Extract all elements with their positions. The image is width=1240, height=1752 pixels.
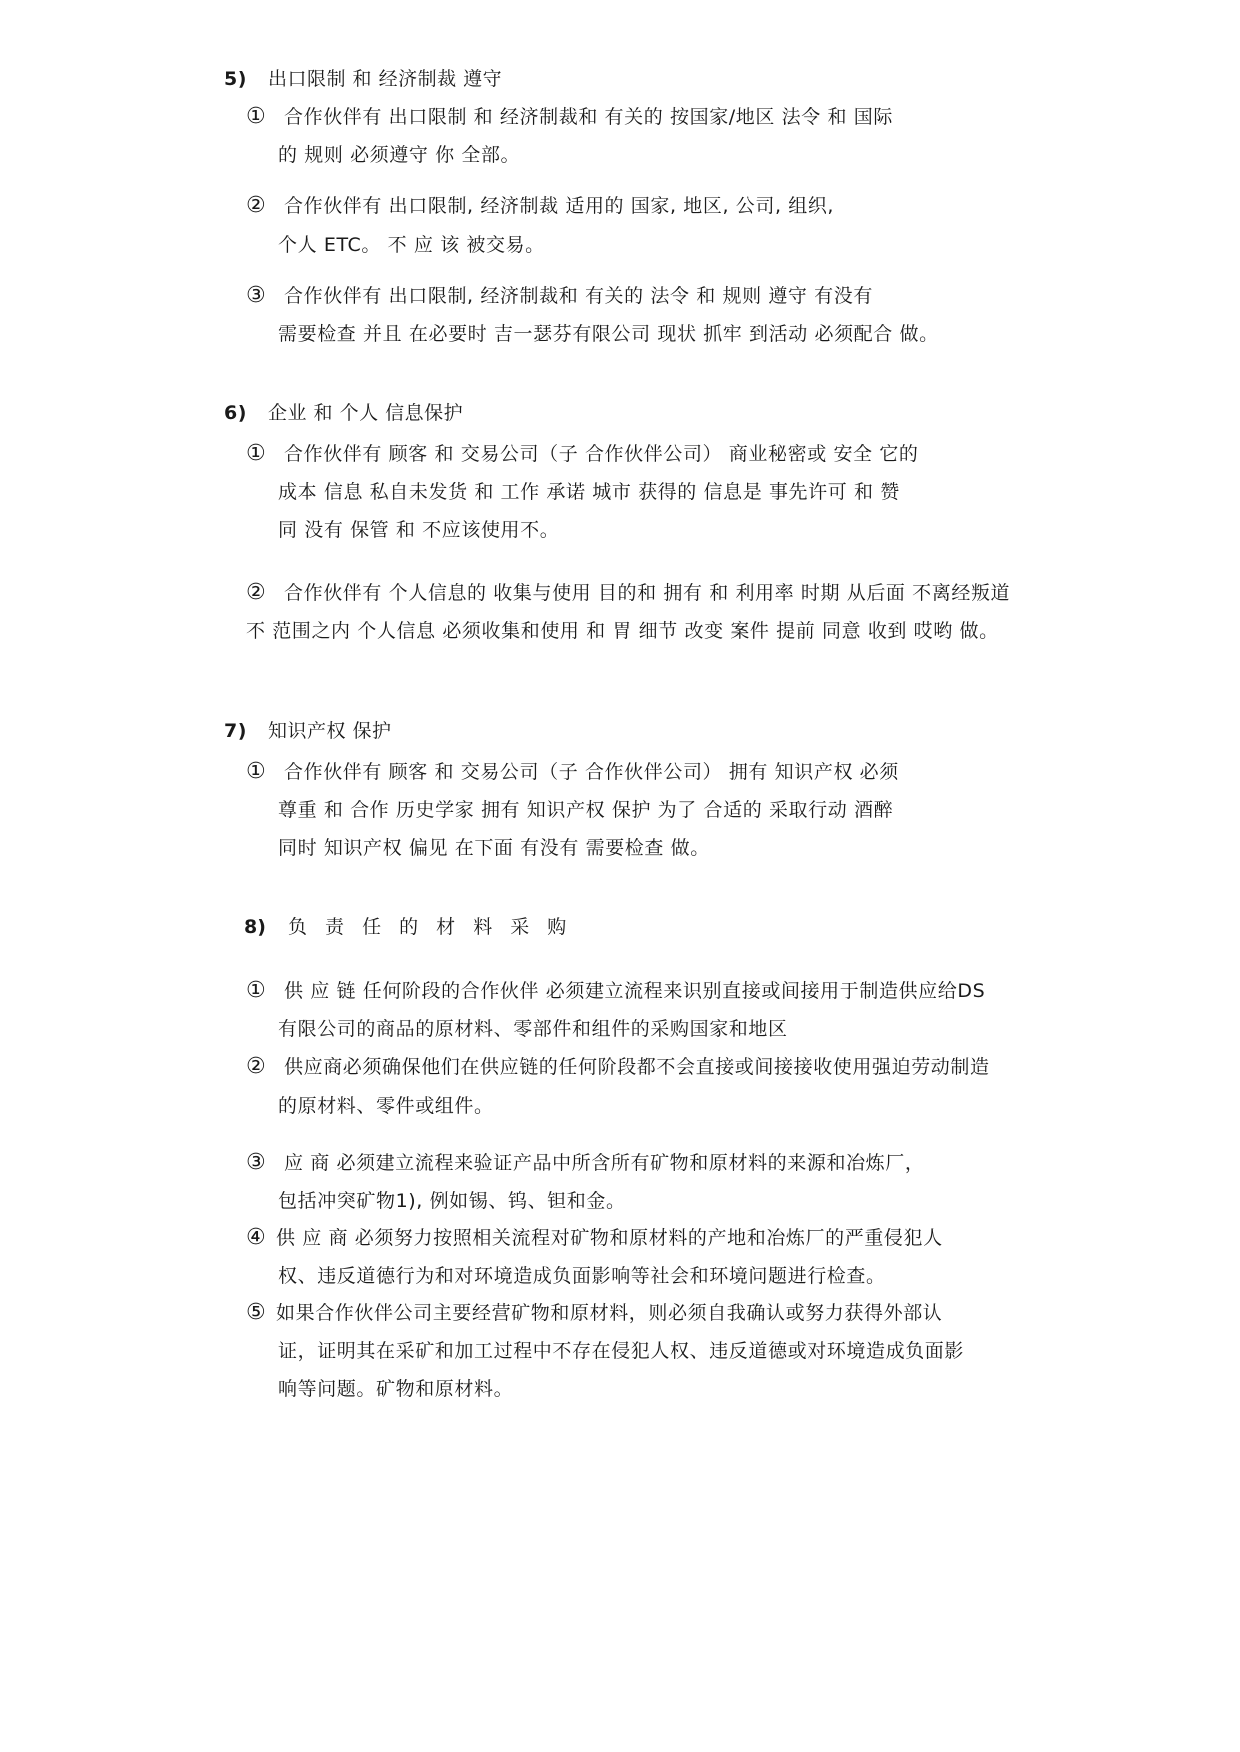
list-item [246, 283, 873, 309]
list-item [246, 104, 893, 130]
item-text: 合作伙伴有 出口限制, 经济制裁和 有关的 法令 和 规则 遵守 有没有 [284, 285, 873, 307]
item-continuation: 的原材料、零件或组件。 [278, 1095, 494, 1117]
item-marker: ⑤ [246, 1300, 267, 1325]
section-title: 企业 和 个人 信息保护 [268, 402, 464, 424]
item-text: 供 应 商 必须努力按照相关流程对矿物和原材料的产地和冶炼厂的严重侵犯人 [276, 1227, 943, 1249]
section-number: 5) [224, 68, 247, 90]
item-text: 供应商必须确保他们在供应链的任何阶段都不会直接或间接接收使用强迫劳动制造 [284, 1056, 990, 1078]
item-continuation: 同 没有 保管 和 不应该使用不。 [278, 519, 560, 541]
section-8-heading [244, 914, 572, 940]
section-title: 负 责 任 的 材 料 采 购 [288, 916, 573, 938]
list-item [246, 759, 899, 785]
list-item [246, 1054, 990, 1080]
item-marker: ① [246, 759, 267, 784]
section-title: 出口限制 和 经济制裁 遵守 [268, 68, 503, 90]
list-item [246, 1150, 924, 1176]
item-marker: ④ [246, 1225, 267, 1250]
item-text: 合作伙伴有 出口限制 和 经济制裁和 有关的 按国家/地区 法令 和 国际 [284, 106, 893, 128]
item-text: 合作伙伴有 顾客 和 交易公司（子 合作伙伴公司） 商业秘密或 安全 它的 [284, 443, 919, 465]
item-marker: ① [246, 441, 267, 466]
item-continuation: 权、违反道德行为和对环境造成负面影响等社会和环境问题进行检查。 [278, 1265, 886, 1287]
item-continuation: 证，证明其在采矿和加工过程中不存在侵犯人权、违反道德或对环境造成负面影 [278, 1340, 965, 1362]
section-7-heading [224, 718, 392, 744]
item-continuation: 成本 信息 私自未发货 和 工作 承诺 城市 获得的 信息是 事先许可 和 赞 [278, 481, 900, 503]
item-text: 应 商 必须建立流程来验证产品中所含所有矿物和原材料的来源和冶炼厂， [284, 1152, 925, 1174]
item-text: 合作伙伴有 顾客 和 交易公司（子 合作伙伴公司） 拥有 知识产权 必须 [284, 761, 899, 783]
item-continuation: 同时 知识产权 偏见 在下面 有没有 需要检查 做。 [278, 837, 710, 859]
list-item [246, 978, 985, 1004]
item-continuation: 包括冲突矿物1), 例如锡、钨、钽和金。 [278, 1190, 626, 1212]
item-text: 合作伙伴有 个人信息的 收集与使用 目的和 拥有 和 利用率 时期 从后面 不离经叛道 [284, 582, 1011, 604]
item-marker: ① [246, 978, 267, 1003]
item-continuation: 有限公司的商品的原材料、零部件和组件的采购国家和地区 [278, 1018, 788, 1040]
item-marker: ① [246, 104, 267, 129]
item-continuation: 尊重 和 合作 历史学家 拥有 知识产权 保护 为了 合适的 采取行动 酒醉 [278, 799, 894, 821]
item-continuation: 个人 ETC。 不 应 该 被交易。 [278, 234, 545, 256]
item-marker: ③ [246, 1150, 267, 1175]
item-continuation: 不 范围之内 个人信息 必须收集和使用 和 胃 细节 改变 案件 提前 同意 收到 哎哟 做。 [246, 620, 999, 642]
item-continuation: 响等问题。矿物和原材料。 [278, 1378, 514, 1400]
item-marker: ② [246, 580, 267, 605]
list-item [246, 193, 834, 219]
list-item [246, 1300, 942, 1326]
list-item [246, 580, 1010, 606]
section-number: 8) [244, 916, 266, 938]
item-marker: ② [246, 1054, 267, 1079]
item-text: 如果合作伙伴公司主要经营矿物和原材料，则必须自我确认或努力获得外部认 [276, 1302, 943, 1324]
list-item [246, 441, 918, 467]
item-marker: ② [246, 193, 267, 218]
item-text: 合作伙伴有 出口限制, 经济制裁 适用的 国家, 地区, 公司, 组织, [284, 195, 835, 217]
item-text: 供 应 链 任何阶段的合作伙伴 必须建立流程来识别直接或间接用于制造供应给DS [284, 980, 986, 1002]
section-number: 7) [224, 720, 247, 742]
section-title: 知识产权 保护 [268, 720, 392, 742]
section-6-heading [224, 400, 463, 426]
section-5-heading [224, 66, 502, 92]
item-continuation: 的 规则 必须遵守 你 全部。 [278, 144, 521, 166]
item-marker: ③ [246, 283, 267, 308]
section-number: 6) [224, 402, 247, 424]
item-continuation: 需要检查 并且 在必要时 吉一瑟芬有限公司 现状 抓牢 到活动 必须配合 做。 [278, 323, 939, 345]
list-item [246, 1225, 943, 1251]
